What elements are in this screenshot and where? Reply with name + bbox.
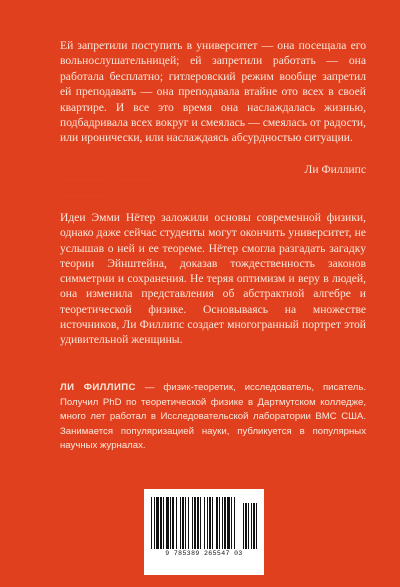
barcode-bar [160,497,162,549]
barcode-bars [144,489,264,575]
barcode-bar [185,497,186,549]
barcode-bar [163,497,164,549]
author-name: ЛИ ФИЛЛИПС [60,382,136,393]
barcode-bar [224,497,226,549]
barcode-bar [227,497,230,549]
isbn-barcode [144,489,264,575]
barcode-bar [231,497,232,549]
barcode-bar [234,497,235,549]
barcode-bar [204,497,205,549]
barcode-addon-bar [253,503,255,549]
barcode-bar [216,497,218,549]
quote-attribution: Ли Филлипс [304,163,366,176]
book-description: Идеи Эмми Нётер заложили основы современной физики, однако даже сейчас студенты могут окончить университет, не услышав о ней и ее теореме. Нётер смогла разгадать загадку теории Эйнштейна, доказав тождественность законов симметрии и сохранения. Не теряя оптимизм и веру в людей, она изменила представления об абстрактной алгебре и теоретической физике. Основываясь на множестве источников, Ли Филлипс создает многогранный портрет этой удивительной женщины. [60,211,366,347]
barcode-number: 9 785389 265547 [165,550,230,557]
barcode-addon-bar [245,503,247,549]
barcode-addon-bar [248,503,249,549]
barcode-bar [192,497,193,549]
barcode-bar [156,497,159,549]
barcode-bar [176,497,177,549]
author-bio-text: — физик-теоретик, исследователь, писатель. Получил PhD по теоретической физике в Дартмутском колледже, много лет работал в Исследовательской лаборатории ВМС США. Занимается популяризацией науки, публикуется в популярных научных журналах. [60,382,366,451]
barcode-bar [194,497,196,549]
barcode-bar [172,497,174,549]
barcode-bar [212,497,213,549]
faint-decorative-line: · · · · · · · · · · · · · [60,193,114,199]
barcode-bar [180,497,181,549]
faint-decorative-line: · · · · · · · · · · · · · · · · · · · · · · · [60,178,157,184]
barcode-addon-bar [251,503,252,549]
barcode-bar [197,497,199,549]
barcode-bar [188,497,189,549]
barcode-digits [150,550,258,557]
barcode-bar [151,497,152,549]
barcode-bar [170,497,171,549]
barcode-addon-bar [256,503,257,549]
cover-quote: Ей запретили поступить в университет — она посещала его вольнослушательницей; ей запретили работать — она работала бесплатно; гитлеровский режим вообще запретил ей преподавать — она преподавала втайне ото всех в своей квартире. И все это время она наслаждалась жизнью, подбадривала всех вокруг и смеялась — смеялась от радости, или иронически, или наслаждаясь абсурдностью ситуации. [60,39,366,145]
barcode-bar [219,497,220,549]
barcode-addon-bar [243,503,244,549]
barcode-bar [182,497,184,549]
barcode-bar [200,497,201,549]
barcode-bar [166,497,169,549]
barcode-bar [209,497,211,549]
author-bio [60,381,366,454]
barcode-addon: 03 [234,550,243,557]
barcode-bar [207,497,208,549]
barcode-bar [222,497,223,549]
barcode-bar [154,497,155,549]
